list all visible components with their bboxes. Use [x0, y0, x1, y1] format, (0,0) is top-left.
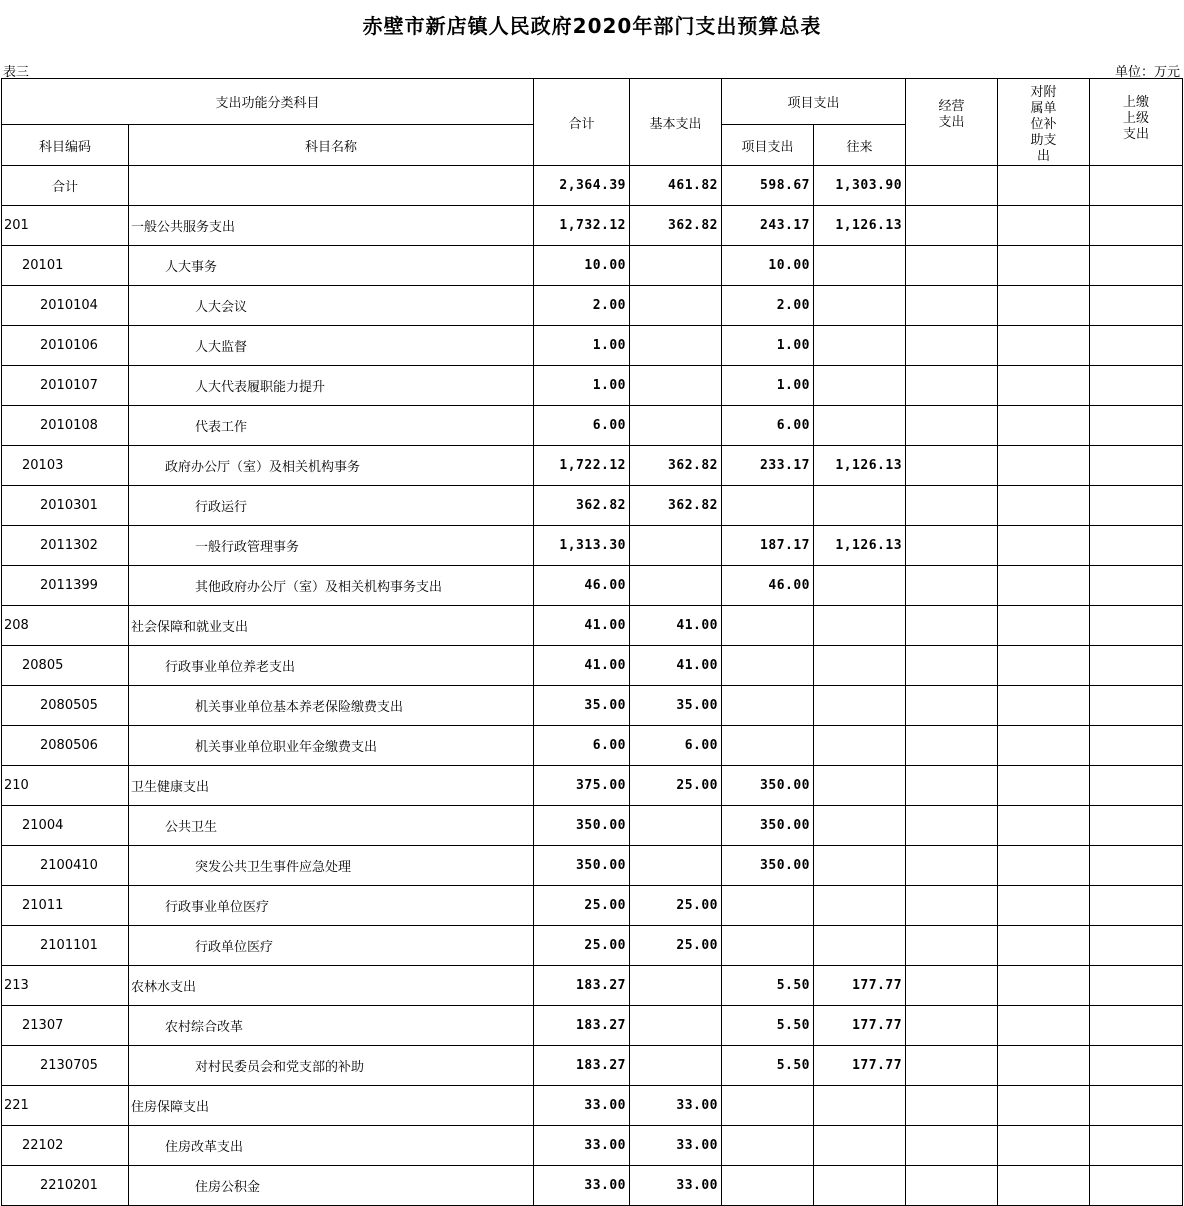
row-transfer: [814, 646, 906, 686]
row-project: [722, 1126, 814, 1166]
row-transfer: 177.77: [814, 1006, 906, 1046]
row-code: 2010106: [2, 326, 129, 366]
row-name: 行政事业单位医疗: [129, 886, 534, 926]
row-code: 22102: [2, 1126, 129, 1166]
row-subsidy: [998, 486, 1090, 526]
page-title: 赤壁市新店镇人民政府2020年部门支出预算总表: [362, 14, 822, 38]
row-project: 187.17: [722, 526, 814, 566]
row-transfer: [814, 286, 906, 326]
table-label: 表三: [3, 65, 30, 80]
row-name: 公共卫生: [129, 806, 534, 846]
row-basic: 41.00: [630, 606, 722, 646]
row-operating: [906, 406, 998, 446]
row-subsidy: [998, 1046, 1090, 1086]
row-project: [722, 486, 814, 526]
row-code: 2011399: [2, 566, 129, 606]
row-project: 10.00: [722, 246, 814, 286]
row-project: [722, 726, 814, 766]
row-name: 农村综合改革: [129, 1006, 534, 1046]
row-code: 221: [2, 1086, 129, 1126]
row-total: 350.00: [534, 846, 630, 886]
header-row-1: [2, 79, 1183, 125]
row-total: 183.27: [534, 1046, 630, 1086]
row-total: 1,732.12: [534, 206, 630, 246]
row-total: 1,722.12: [534, 446, 630, 486]
row-basic: 25.00: [630, 766, 722, 806]
row-name: 人大代表履职能力提升: [129, 366, 534, 406]
row-basic: [630, 526, 722, 566]
row-transfer: [814, 406, 906, 446]
header-name: 科目名称: [129, 125, 534, 166]
row-operating: [906, 806, 998, 846]
row-remit: [1090, 726, 1183, 766]
row-operating: [906, 606, 998, 646]
row-operating: [906, 246, 998, 286]
row-subsidy: [998, 726, 1090, 766]
row-name: 行政单位医疗: [129, 926, 534, 966]
row-operating: [906, 286, 998, 326]
row-transfer: [814, 1086, 906, 1126]
row-subsidy: [998, 566, 1090, 606]
row-basic: [630, 966, 722, 1006]
row-basic: 41.00: [630, 646, 722, 686]
row-transfer: [814, 566, 906, 606]
row-total: 41.00: [534, 646, 630, 686]
row-subsidy: [998, 286, 1090, 326]
row-code: 210: [2, 766, 129, 806]
row-name: 突发公共卫生事件应急处理: [129, 846, 534, 886]
row-total: 350.00: [534, 806, 630, 846]
row-project: 243.17: [722, 206, 814, 246]
row-subsidy: [998, 1006, 1090, 1046]
row-transfer: [814, 246, 906, 286]
table-row: [2, 1006, 1183, 1046]
table-row: [2, 1086, 1183, 1126]
row-project: [722, 646, 814, 686]
row-operating: [906, 566, 998, 606]
row-total: 35.00: [534, 686, 630, 726]
row-operating: [906, 1046, 998, 1086]
row-basic: 362.82: [630, 486, 722, 526]
row-code: 2100410: [2, 846, 129, 886]
row-subsidy: [998, 366, 1090, 406]
row-transfer: 1,126.13: [814, 446, 906, 486]
row-basic: 25.00: [630, 926, 722, 966]
row-transfer: 1,126.13: [814, 526, 906, 566]
row-project: 350.00: [722, 846, 814, 886]
row-basic: 362.82: [630, 206, 722, 246]
budget-table: [1, 78, 1183, 1206]
row-project: [722, 686, 814, 726]
row-total: 6.00: [534, 406, 630, 446]
row-name: 住房保障支出: [129, 1086, 534, 1126]
row-subsidy: [998, 846, 1090, 886]
row-code: 21307: [2, 1006, 129, 1046]
row-subsidy: [998, 646, 1090, 686]
row-name: 农林水支出: [129, 966, 534, 1006]
row-transfer: 1,303.90: [814, 166, 906, 206]
row-name: 政府办公厅（室）及相关机构事务: [129, 446, 534, 486]
row-code: 2011302: [2, 526, 129, 566]
unit-label: 单位：万元: [1114, 65, 1180, 80]
table-row: [2, 686, 1183, 726]
table-row: [2, 446, 1183, 486]
row-project: 350.00: [722, 766, 814, 806]
row-code: 2010301: [2, 486, 129, 526]
row-remit: [1090, 446, 1183, 486]
row-remit: [1090, 886, 1183, 926]
row-project: 1.00: [722, 366, 814, 406]
row-basic: [630, 1046, 722, 1086]
row-total: 362.82: [534, 486, 630, 526]
row-transfer: [814, 686, 906, 726]
row-transfer: 177.77: [814, 1046, 906, 1086]
header-basic: 基本支出: [630, 79, 722, 166]
row-basic: 33.00: [630, 1126, 722, 1166]
row-code: 201: [2, 206, 129, 246]
row-operating: [906, 766, 998, 806]
row-subsidy: [998, 246, 1090, 286]
row-code: 21011: [2, 886, 129, 926]
row-project: 46.00: [722, 566, 814, 606]
row-name: 一般行政管理事务: [129, 526, 534, 566]
row-basic: [630, 806, 722, 846]
row-total: 10.00: [534, 246, 630, 286]
row-operating: [906, 366, 998, 406]
table-row: [2, 966, 1183, 1006]
row-remit: [1090, 166, 1183, 206]
row-transfer: [814, 366, 906, 406]
row-remit: [1090, 366, 1183, 406]
row-transfer: 177.77: [814, 966, 906, 1006]
row-operating: [906, 326, 998, 366]
row-operating: [906, 966, 998, 1006]
row-transfer: [814, 806, 906, 846]
row-subsidy: [998, 606, 1090, 646]
table-row: [2, 246, 1183, 286]
header-function-class: 支出功能分类科目: [2, 79, 534, 125]
table-row: [2, 1126, 1183, 1166]
row-project: [722, 1086, 814, 1126]
row-code: 2010107: [2, 366, 129, 406]
row-subsidy: [998, 686, 1090, 726]
row-subsidy: [998, 806, 1090, 846]
row-total: 1.00: [534, 326, 630, 366]
table-row: [2, 1046, 1183, 1086]
row-basic: [630, 366, 722, 406]
row-remit: [1090, 806, 1183, 846]
row-name: 对村民委员会和党支部的补助: [129, 1046, 534, 1086]
row-total: 2,364.39: [534, 166, 630, 206]
row-remit: [1090, 406, 1183, 446]
row-total: 375.00: [534, 766, 630, 806]
row-name: 机关事业单位职业年金缴费支出: [129, 726, 534, 766]
row-operating: [906, 166, 998, 206]
row-name: [129, 166, 534, 206]
row-remit: [1090, 246, 1183, 286]
row-project: [722, 606, 814, 646]
row-name: 人大事务: [129, 246, 534, 286]
row-project: 5.50: [722, 1046, 814, 1086]
row-name: 其他政府办公厅（室）及相关机构事务支出: [129, 566, 534, 606]
row-operating: [906, 526, 998, 566]
row-code: 2080506: [2, 726, 129, 766]
row-project: 233.17: [722, 446, 814, 486]
row-name: 一般公共服务支出: [129, 206, 534, 246]
row-project: 2.00: [722, 286, 814, 326]
row-project: 350.00: [722, 806, 814, 846]
row-code: 208: [2, 606, 129, 646]
row-operating: [906, 646, 998, 686]
row-project: 1.00: [722, 326, 814, 366]
row-transfer: [814, 606, 906, 646]
row-remit: [1090, 646, 1183, 686]
row-total: 1.00: [534, 366, 630, 406]
row-remit: [1090, 686, 1183, 726]
row-transfer: [814, 726, 906, 766]
row-project: 6.00: [722, 406, 814, 446]
row-subsidy: [998, 406, 1090, 446]
table-row: [2, 926, 1183, 966]
row-basic: [630, 566, 722, 606]
row-total: 33.00: [534, 1166, 630, 1206]
table-row: [2, 326, 1183, 366]
row-operating: [906, 726, 998, 766]
row-basic: 35.00: [630, 686, 722, 726]
header-total: 合计: [534, 79, 630, 166]
row-operating: [906, 446, 998, 486]
row-remit: [1090, 326, 1183, 366]
row-remit: [1090, 206, 1183, 246]
row-name: 住房公积金: [129, 1166, 534, 1206]
row-name: 卫生健康支出: [129, 766, 534, 806]
row-subsidy: [998, 326, 1090, 366]
row-code: 合计: [2, 166, 129, 206]
table-row: [2, 286, 1183, 326]
header-transfer: 往来: [814, 125, 906, 166]
row-basic: 362.82: [630, 446, 722, 486]
row-total: 25.00: [534, 886, 630, 926]
row-subsidy: [998, 966, 1090, 1006]
row-name: 行政事业单位养老支出: [129, 646, 534, 686]
row-transfer: [814, 766, 906, 806]
header-code: 科目编码: [2, 125, 129, 166]
row-total: 25.00: [534, 926, 630, 966]
table-row: [2, 806, 1183, 846]
row-project: 5.50: [722, 1006, 814, 1046]
table-row: [2, 486, 1183, 526]
row-project: [722, 926, 814, 966]
header-remit: 上缴上级支出: [1090, 79, 1183, 166]
row-basic: [630, 246, 722, 286]
row-total: 1,313.30: [534, 526, 630, 566]
row-transfer: 1,126.13: [814, 206, 906, 246]
row-subsidy: [998, 166, 1090, 206]
header-project-group: 项目支出: [722, 79, 906, 125]
table-row: [2, 206, 1183, 246]
row-subsidy: [998, 206, 1090, 246]
row-total: 183.27: [534, 1006, 630, 1046]
table-row: [2, 726, 1183, 766]
row-code: 2080505: [2, 686, 129, 726]
row-remit: [1090, 1086, 1183, 1126]
row-remit: [1090, 846, 1183, 886]
row-subsidy: [998, 446, 1090, 486]
row-basic: 461.82: [630, 166, 722, 206]
table-row: [2, 886, 1183, 926]
row-operating: [906, 1086, 998, 1126]
row-name: 人大监督: [129, 326, 534, 366]
row-remit: [1090, 606, 1183, 646]
row-total: 46.00: [534, 566, 630, 606]
header-subsidy: 对附属单位补助支出: [998, 79, 1090, 166]
row-subsidy: [998, 766, 1090, 806]
row-remit: [1090, 1126, 1183, 1166]
row-code: 20101: [2, 246, 129, 286]
row-name: 社会保障和就业支出: [129, 606, 534, 646]
row-operating: [906, 1006, 998, 1046]
table-row: [2, 846, 1183, 886]
row-subsidy: [998, 886, 1090, 926]
row-name: 机关事业单位基本养老保险缴费支出: [129, 686, 534, 726]
row-code: 2010108: [2, 406, 129, 446]
row-transfer: [814, 1126, 906, 1166]
table-row: [2, 526, 1183, 566]
row-basic: [630, 326, 722, 366]
row-project: 598.67: [722, 166, 814, 206]
row-transfer: [814, 926, 906, 966]
row-transfer: [814, 326, 906, 366]
row-total: 6.00: [534, 726, 630, 766]
row-name: 代表工作: [129, 406, 534, 446]
row-operating: [906, 886, 998, 926]
row-code: 213: [2, 966, 129, 1006]
row-code: 2010104: [2, 286, 129, 326]
row-remit: [1090, 486, 1183, 526]
row-remit: [1090, 286, 1183, 326]
row-remit: [1090, 526, 1183, 566]
row-basic: [630, 286, 722, 326]
row-operating: [906, 846, 998, 886]
row-remit: [1090, 926, 1183, 966]
row-subsidy: [998, 526, 1090, 566]
row-code: 2101101: [2, 926, 129, 966]
header-project: 项目支出: [722, 125, 814, 166]
row-total: 33.00: [534, 1086, 630, 1126]
row-code: 2210201: [2, 1166, 129, 1206]
row-code: 20805: [2, 646, 129, 686]
row-name: 人大会议: [129, 286, 534, 326]
row-total: 41.00: [534, 606, 630, 646]
row-subsidy: [998, 926, 1090, 966]
row-remit: [1090, 966, 1183, 1006]
row-remit: [1090, 766, 1183, 806]
row-subsidy: [998, 1086, 1090, 1126]
row-code: 21004: [2, 806, 129, 846]
row-name: 住房改革支出: [129, 1126, 534, 1166]
row-code: 20103: [2, 446, 129, 486]
row-transfer: [814, 846, 906, 886]
row-subsidy: [998, 1126, 1090, 1166]
row-basic: [630, 846, 722, 886]
header-operating: 经营支出: [906, 79, 998, 166]
row-operating: [906, 206, 998, 246]
row-total: 183.27: [534, 966, 630, 1006]
row-operating: [906, 486, 998, 526]
table-row: [2, 406, 1183, 446]
row-total: 2.00: [534, 286, 630, 326]
row-basic: 25.00: [630, 886, 722, 926]
row-transfer: [814, 886, 906, 926]
row-project: [722, 886, 814, 926]
table-row: [2, 646, 1183, 686]
row-remit: [1090, 1046, 1183, 1086]
row-operating: [906, 926, 998, 966]
row-project: 5.50: [722, 966, 814, 1006]
row-basic: 6.00: [630, 726, 722, 766]
table-row: [2, 766, 1183, 806]
table-row: [2, 366, 1183, 406]
row-total: 33.00: [534, 1126, 630, 1166]
row-remit: [1090, 566, 1183, 606]
row-basic: [630, 406, 722, 446]
table-row: [2, 606, 1183, 646]
row-transfer: [814, 486, 906, 526]
row-remit: [1090, 1006, 1183, 1046]
table-row: [2, 566, 1183, 606]
row-basic: 33.00: [630, 1086, 722, 1126]
row-code: 2130705: [2, 1046, 129, 1086]
row-operating: [906, 686, 998, 726]
table-row-total: [2, 166, 1183, 206]
row-operating: [906, 1126, 998, 1166]
row-name: 行政运行: [129, 486, 534, 526]
row-basic: [630, 1006, 722, 1046]
row-basic: 33.00: [630, 1166, 722, 1206]
